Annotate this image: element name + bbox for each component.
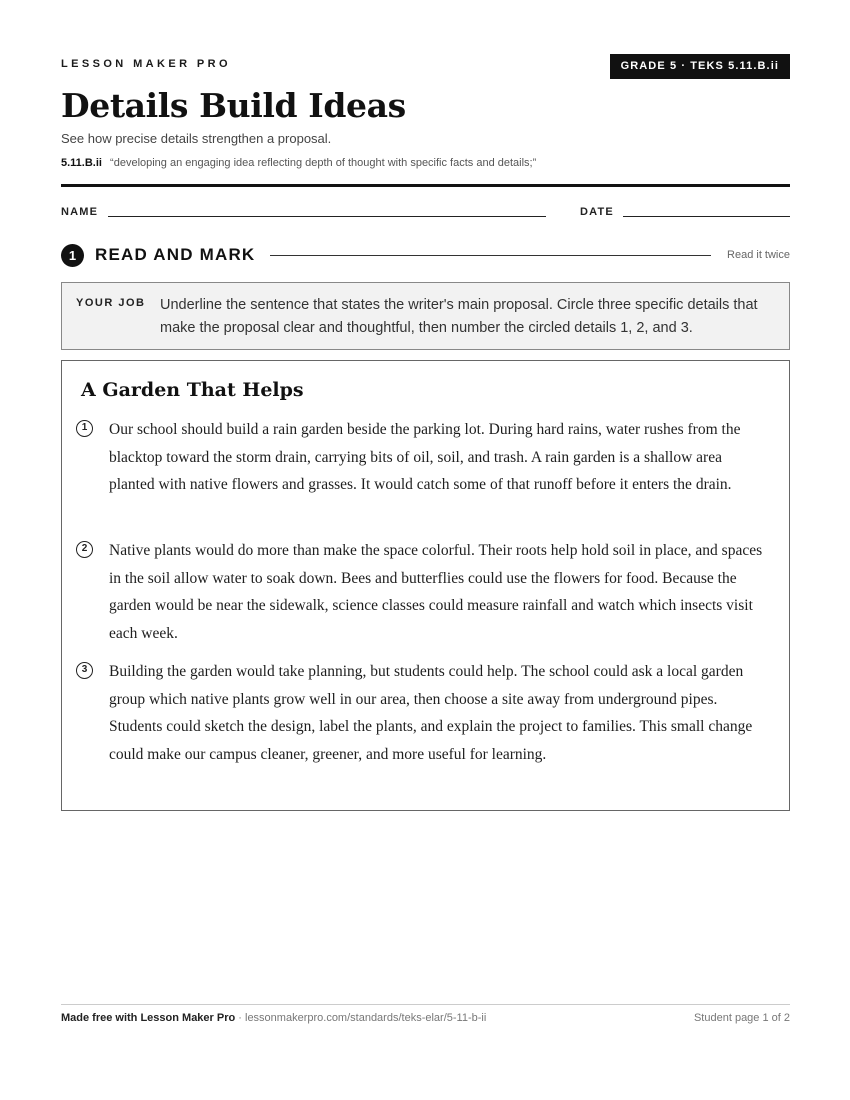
paragraph-number: 2: [76, 541, 93, 558]
name-label: NAME: [61, 206, 99, 218]
step-title: READ AND MARK: [95, 245, 256, 264]
passage-title: A Garden That Helps: [81, 379, 304, 401]
footer-separator: ·: [235, 1012, 245, 1024]
paragraph-number: 3: [76, 662, 93, 679]
step-number-badge: 1: [61, 244, 84, 267]
date-write-line[interactable]: [623, 216, 790, 217]
date-label: DATE: [580, 206, 614, 218]
name-write-line[interactable]: [108, 216, 546, 217]
paragraph-text: Native plants would do more than make the space colorful. Their roots help hold soil in place, and spaces in the soil allow water to soak down. Bees and butterflies could use the flowers for food. Because the garden would be near the sidewalk, science classes could measure rainfall and watch which insects visit each week.: [109, 542, 763, 642]
instructions-box: [61, 282, 790, 350]
instructions-label: YOUR JOB: [76, 297, 146, 309]
footer-credit: [61, 1012, 486, 1024]
step-note: Read it twice: [727, 249, 790, 261]
header-divider: [61, 184, 790, 187]
worksheet-page: [61, 0, 790, 1100]
instructions-text: Underline the sentence that states the writer's main proposal. Circle three specific details that make the proposal clear and thoughtful, then number the circled details 1, 2, and 3.: [160, 297, 758, 336]
footer-page-number: Student page 1 of 2: [693, 1012, 790, 1024]
footer-url[interactable]: lessonmakerpro.com/standards/teks-elar/5-11-b-ii: [245, 1012, 487, 1024]
paragraph-text: Building the garden would take planning, but students could help. The school could ask a local garden group which native plants grow well in our area, then choose a site away from underground pipes. Students could sketch the design, label the plants, and explain the project to families. This small change could make our campus cleaner, greener, and more useful for learning.: [109, 663, 753, 763]
standard-code: 5.11.B.ii: [61, 157, 102, 169]
step-divider: [270, 255, 711, 256]
standard-text: “developing an engaging idea reflecting depth of thought with specific facts and details;”: [110, 157, 537, 169]
page-subtitle: See how precise details strengthen a proposal.: [61, 131, 332, 146]
footer-made-with: Made free with Lesson Maker Pro: [61, 1012, 236, 1024]
page-title: Details Build Ideas: [61, 86, 406, 125]
standard-line: [61, 157, 536, 169]
passage-box: [61, 360, 790, 811]
brand-name: LESSON MAKER PRO: [61, 58, 231, 70]
paragraph-text: Our school should build a rain garden beside the parking lot. During hard rains, water rushes from the blacktop toward the storm drain, carrying bits of oil, soil, and trash. A rain garden is a shallow area planted with native flowers and grasses. It would catch some of that runoff before it enters the drain.: [109, 421, 741, 493]
paragraph-number: 1: [76, 420, 93, 437]
footer-divider: [61, 1004, 790, 1005]
grade-badge: GRADE 5 · TEKS 5.11.B.ii: [610, 54, 790, 79]
